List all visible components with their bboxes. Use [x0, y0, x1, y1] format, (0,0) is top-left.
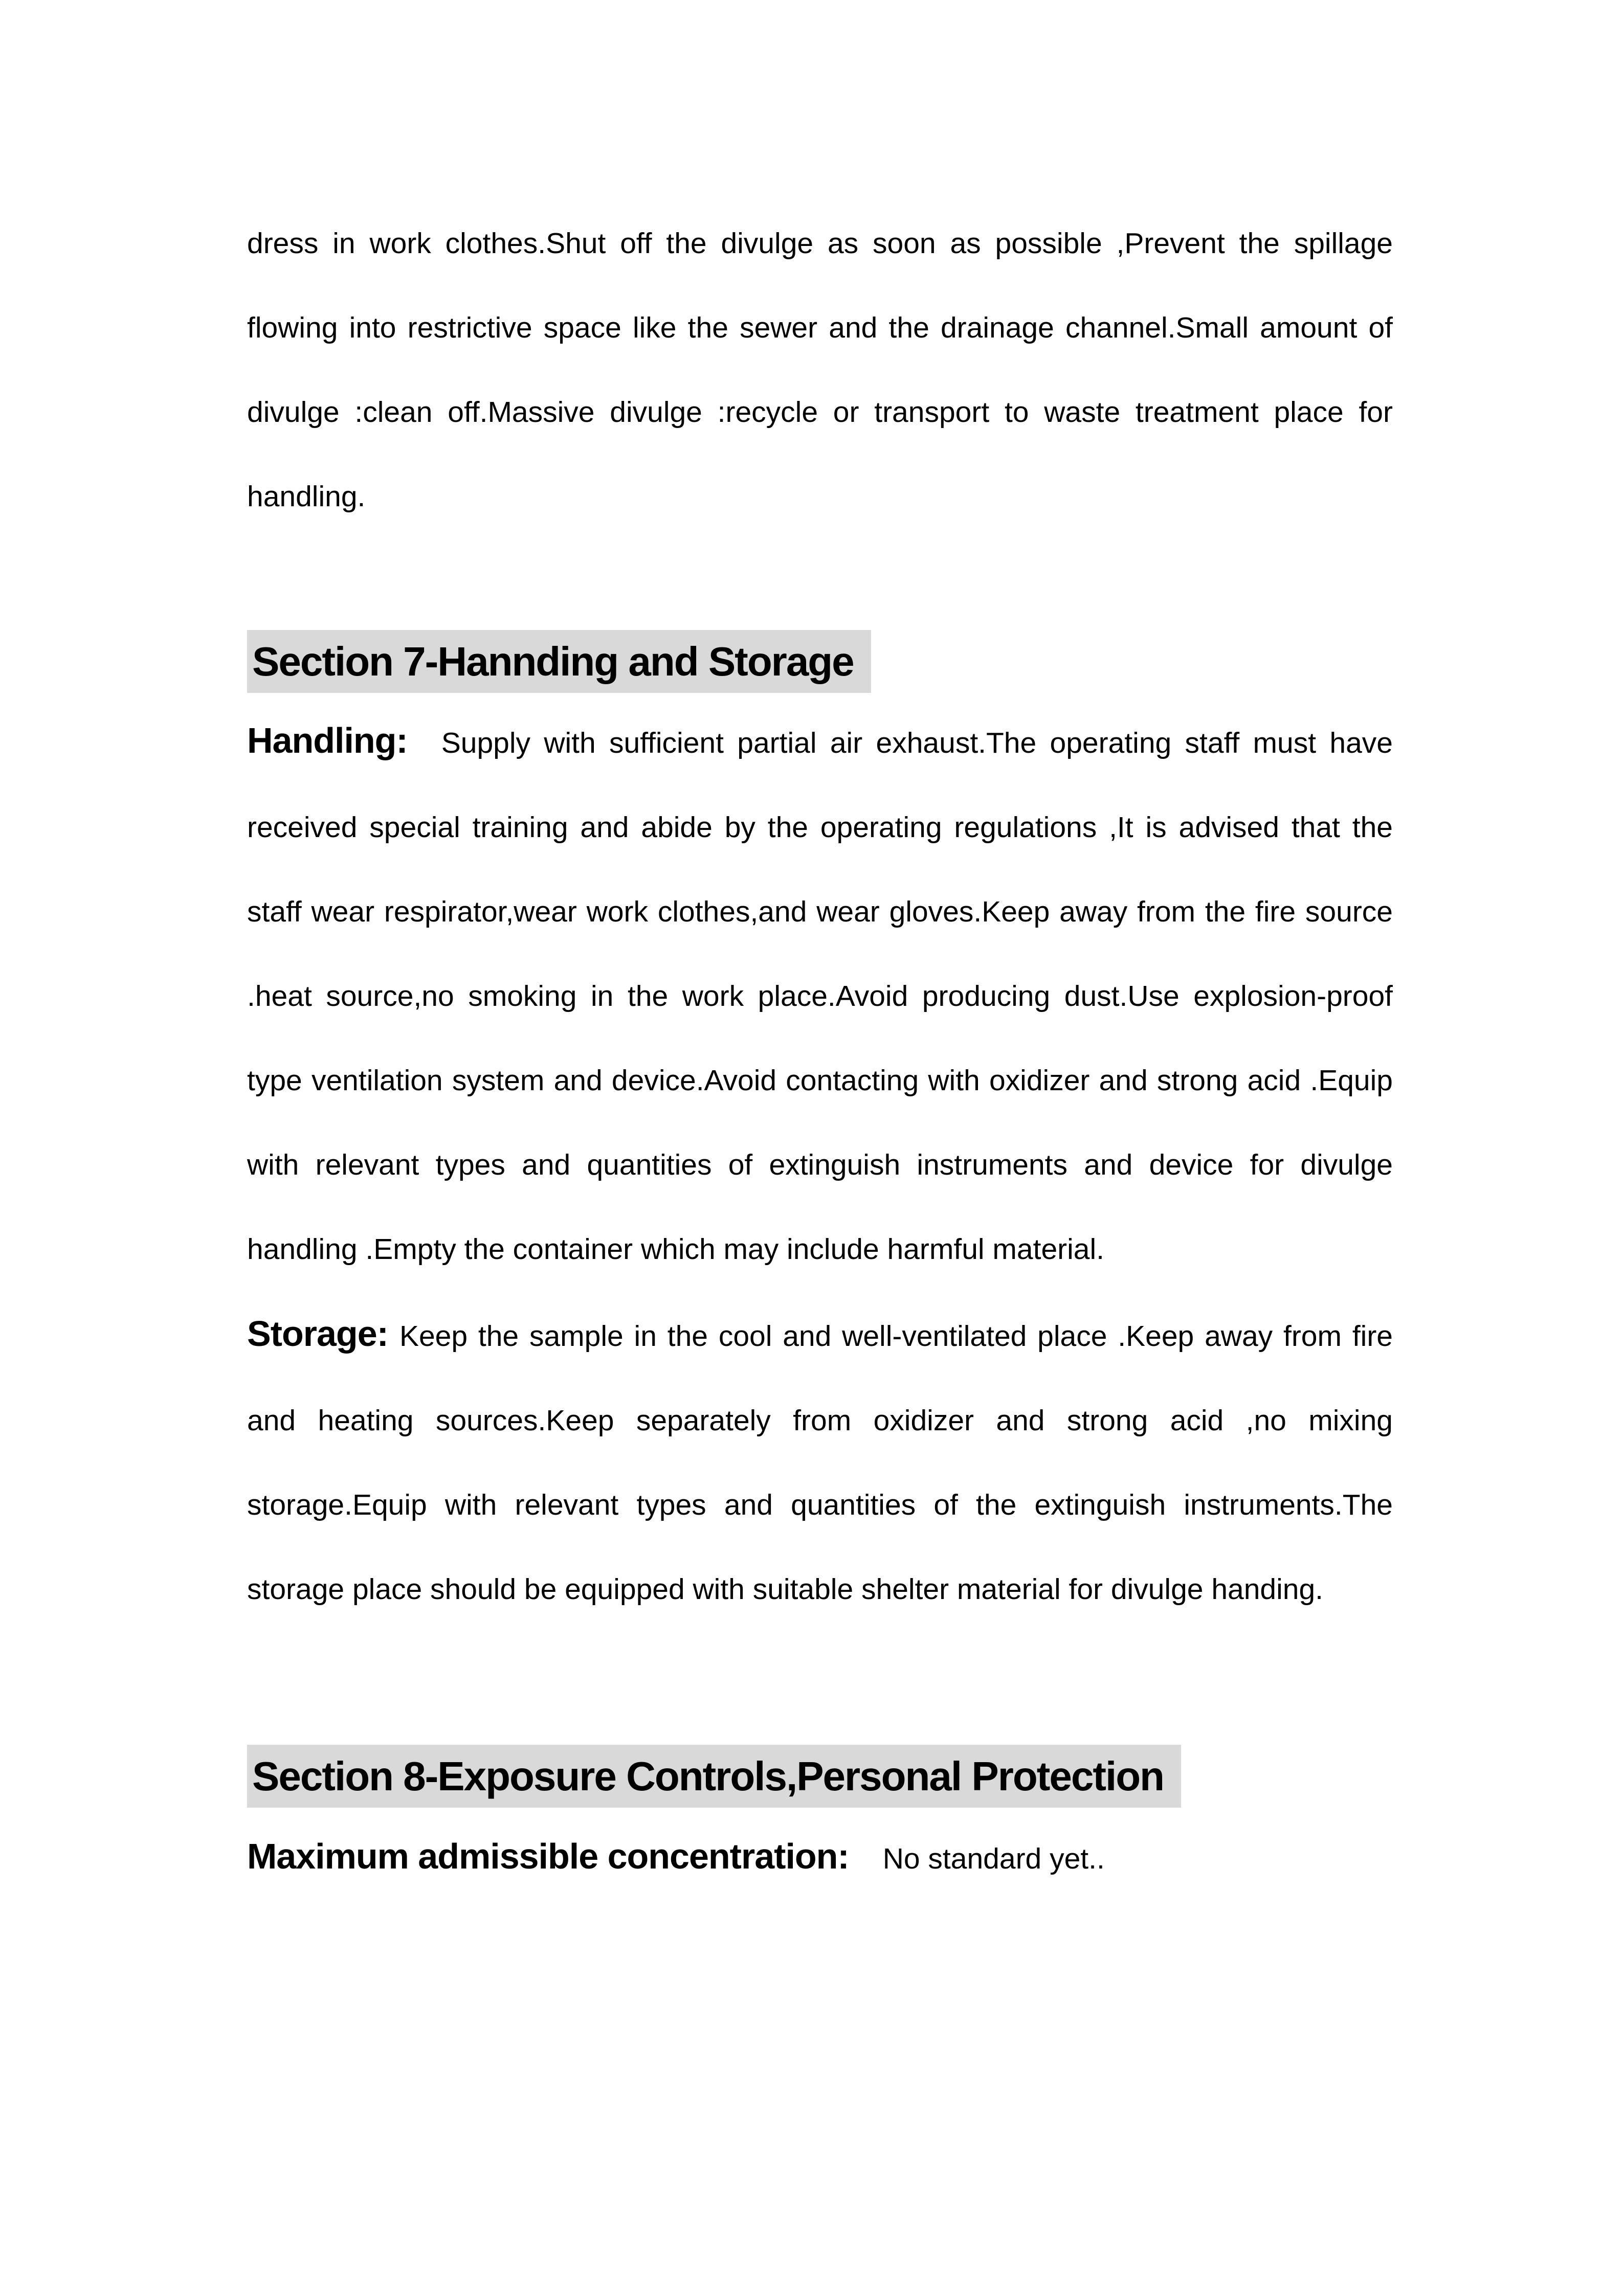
- handling-label: Handling:: [247, 721, 408, 760]
- section8-heading: Section 8-Exposure Controls,Personal Protection: [247, 1745, 1181, 1808]
- max-admissible-concentration-line: [247, 1814, 1393, 1901]
- document-content: [247, 0, 1393, 1901]
- handling-text: Supply with sufficient partial air exhaust.The operating staff must have received special training and abide by the operating regulations ,It is advised that the staff wear respirator,wear work clothes,and wear gloves.Keep away from the fire source .heat source,no smoking in the work place.Avoid producing dust.Use explosion-proof type ventilation system and device.Avoid contacting with oxidizer and strong acid .Equip with relevant types and quantities of extinguish instruments and device for divulge handling .Empty the container which may include harmful material.: [247, 727, 1393, 1266]
- intro-paragraph: dress in work clothes.Shut off the divulge as soon as possible ,Prevent the spillage flowing into restrictive space like the sewer and the drainage channel.Small amount of divulge :clean off.Massive divulge :recycle or transport to waste treatment place for handling.: [247, 227, 1393, 513]
- storage-label: Storage:: [247, 1314, 388, 1354]
- max-admissible-concentration-label: Maximum admissible concentration:: [247, 1836, 849, 1876]
- handling-paragraph: [247, 699, 1393, 1292]
- storage-text: Keep the sample in the cool and well-ventilated place .Keep away from fire and heating sources.Keep separately from oxidizer and strong acid ,no mixing storage.Equip with relevant types and quantities of the extinguish instruments.The storage place should be equipped with suitable shelter material for divulge handing.: [247, 1320, 1393, 1606]
- section8-heading-row: [247, 1745, 1393, 1808]
- section7-heading-row: [247, 630, 1393, 693]
- max-admissible-concentration-value: No standard yet..: [882, 1842, 1105, 1875]
- storage-paragraph: [247, 1292, 1393, 1632]
- section7-heading: Section 7-Hannding and Storage: [247, 630, 871, 693]
